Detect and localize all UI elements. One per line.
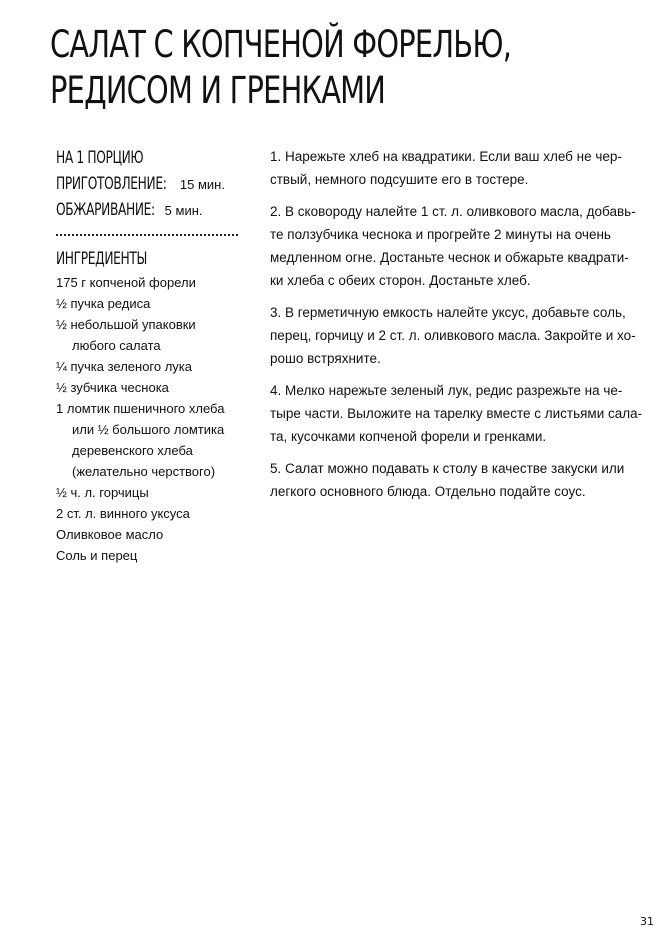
ingredient-item: ¼ пучка зеленого лука bbox=[56, 359, 193, 374]
prep-time-line bbox=[56, 171, 246, 197]
step-line: 1. Нарежьте хлеб на квадратики. Если ваш хлеб не чер- bbox=[270, 149, 622, 164]
servings-label: НА 1 ПОРЦИЮ bbox=[56, 148, 144, 168]
ingredient-item-continuation: любого салата bbox=[72, 338, 161, 353]
prep-time-label: ПРИГОТОВЛЕНИЕ: bbox=[56, 174, 167, 194]
step-line: ствый, немного подсушите его в тостере. bbox=[270, 172, 529, 187]
step-line: 2. В сковороду налейте 1 ст. л. оливкового масла, добавь- bbox=[270, 204, 636, 219]
fry-time-line bbox=[56, 197, 246, 223]
ingredient-item: ½ пучка редиса bbox=[56, 296, 151, 311]
ingredient-item-continuation: (желательно черствого) bbox=[72, 464, 216, 479]
step-2 bbox=[270, 200, 664, 292]
page-number: 31 bbox=[640, 915, 654, 928]
step-line: ки хлеба с обеих сторон. Достаньте хлеб. bbox=[270, 273, 531, 288]
ingredient-item-continuation: или ½ большого ломтика bbox=[72, 422, 225, 437]
ingredient-item: Оливковое масло bbox=[56, 527, 164, 542]
ingredient-item: Соль и перец bbox=[56, 548, 138, 563]
steps-list bbox=[270, 145, 664, 512]
step-line: медленном огне. Достаньте чеснок и обжарьте квадрати- bbox=[270, 250, 629, 265]
ingredient-item: ½ зубчика чеснока bbox=[56, 380, 169, 395]
step-1 bbox=[270, 145, 664, 191]
ingredients-heading: ИНГРЕДИЕНТЫ bbox=[56, 249, 147, 269]
step-3 bbox=[270, 301, 664, 370]
recipe-title-line-2: РЕДИСОМ И ГРЕНКАМИ bbox=[50, 69, 386, 112]
ingredient-item: 1 ломтик пшеничного хлеба bbox=[56, 401, 225, 416]
ingredients-list bbox=[56, 272, 256, 566]
recipe-meta bbox=[56, 145, 246, 223]
ingredient-item-continuation: деревенского хлеба bbox=[72, 443, 193, 458]
ingredient-item: 2 ст. л. винного уксуса bbox=[56, 506, 190, 521]
step-line: та, кусочками копченой форели и гренками. bbox=[270, 429, 547, 444]
step-5 bbox=[270, 457, 664, 503]
prep-time-value: 15 мин. bbox=[179, 177, 225, 192]
step-line: легкого основного блюда. Отдельно подайте соус. bbox=[270, 484, 586, 499]
ingredient-item: ½ ч. л. горчицы bbox=[56, 485, 149, 500]
step-line: рошо встряхните. bbox=[270, 351, 381, 366]
ingredients-heading-row bbox=[56, 249, 182, 269]
step-line: те ползубчика чеснока и прогрейте 2 минуты на очень bbox=[270, 227, 611, 242]
fry-time-label: ОБЖАРИВАНИЕ: bbox=[56, 200, 155, 220]
servings-line bbox=[56, 145, 246, 171]
step-line: перец, горчицу и 2 ст. л. оливкового масла. Закройте и хо- bbox=[270, 328, 636, 343]
step-4 bbox=[270, 379, 664, 448]
fry-time-value: 5 мин. bbox=[164, 203, 203, 218]
ingredient-item: 175 г копченой форели bbox=[56, 275, 196, 290]
step-line: 3. В герметичную емкость налейте уксус, добавьте соль, bbox=[270, 305, 626, 320]
ingredient-item: ½ небольшой упаковки bbox=[56, 317, 196, 332]
step-line: 4. Мелко нарежьте зеленый лук, редис разрежьте на че- bbox=[270, 383, 623, 398]
section-divider bbox=[56, 234, 238, 236]
step-line: 5. Салат можно подавать к столу в качестве закуски или bbox=[270, 461, 625, 476]
step-line: тыре части. Выложите на тарелку вместе с листьями сала- bbox=[270, 406, 643, 421]
recipe-title bbox=[50, 22, 510, 114]
recipe-title-line-1: САЛАТ С КОПЧЕНОЙ ФОРЕЛЬЮ, bbox=[50, 23, 512, 66]
